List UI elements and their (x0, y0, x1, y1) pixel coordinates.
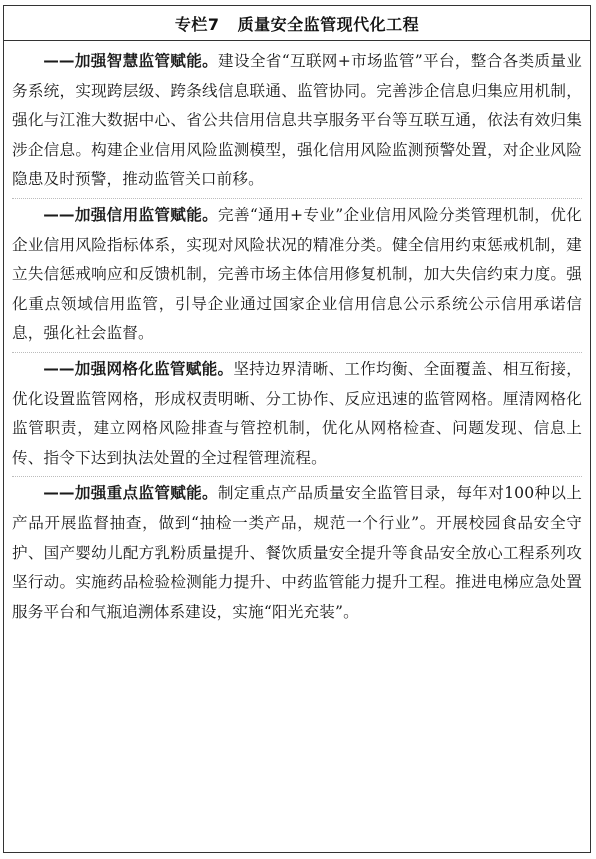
paragraph-credit-supervision (12, 201, 582, 349)
paragraph-lead: ——加强信用监管赋能。 (43, 205, 219, 224)
box-number: 专栏7 (174, 14, 220, 34)
box-title: 质量安全监管现代化工程 (237, 14, 420, 34)
paragraph-key-supervision (12, 479, 582, 627)
box-content (4, 41, 590, 627)
paragraph-smart-supervision (12, 47, 582, 195)
paragraph-divider (12, 352, 582, 353)
column-box (3, 5, 591, 853)
paragraph-lead: ——加强重点监管赋能。 (43, 484, 218, 503)
paragraph-lead: ——加强智慧监管赋能。 (43, 52, 219, 70)
paragraph-text: 坚持边界清晰、工作均衡、全面覆盖、相互衔接，优化设置监管网格，形成权责明晰、分工协作、反应迅速的监管网格。厘清网格化监管职责，建立网格风险排查与管控机制，优化从网格检查、问题发现、信息上传、指令下达到执法处置的全过程管理流程。 (12, 359, 582, 467)
paragraph-text: 制定重点产品质量安全监管目录，每年对100种以上产品开展监督抽查，做到“抽检一类产品，规范一个行业”。开展校园食品安全守护、国产婴幼儿配方乳粉质量提升、餐饮质量安全提升等食品安全放心工程系列攻坚行动。实施药品检验检测能力提升、中药监管能力提升工程。推进电梯应急处置服务平台和气瓶追溯体系建设，实施“阳光充装”。 (12, 484, 582, 621)
paragraph-lead: ——加强网格化监管赋能。 (43, 359, 234, 378)
paragraph-grid-supervision (12, 355, 582, 473)
paragraph-divider (12, 198, 582, 199)
paragraph-divider (12, 476, 582, 477)
paragraph-text: 完善“通用+专业”企业信用风险分类管理机制，优化企业信用风险指标体系，实现对风险状况的精准分类。健全信用约束惩戒机制，建立失信惩戒响应和反馈机制，完善市场主体信用修复机制，加大失信约束力度。强化重点领域信用监管，引导企业通过国家企业信用信息公示系统公示信用承诺信息，强化社会监督。 (12, 205, 582, 343)
box-title-bar (4, 6, 590, 41)
paragraph-text: 建设全省“互联网+市场监管”平台，整合各类质量业务系统，实现跨层级、跨条线信息联通、监管协同。完善涉企信息归集应用机制，强化与江淮大数据中心、省公共信用信息共享服务平台等互联互通，依法有效归集涉企信息。构建企业信用风险监测模型，强化信用风险监测预警处置，对企业风险隐患及时预警，推动监管关口前移。 (12, 52, 582, 189)
